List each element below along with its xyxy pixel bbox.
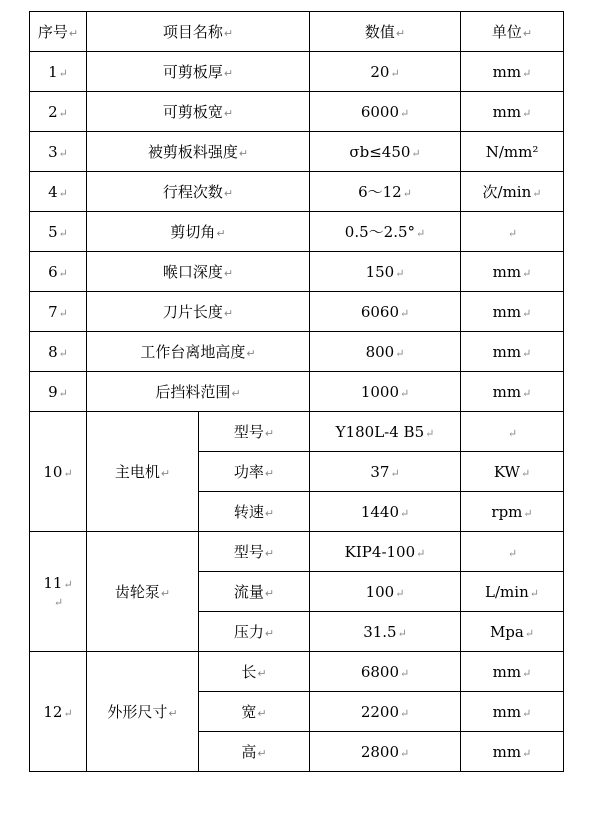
group-index: 12↵ bbox=[30, 652, 87, 772]
row-unit: mm↵ bbox=[461, 52, 564, 92]
group-index: 10↵ bbox=[30, 412, 87, 532]
row-value: 2200↵ bbox=[310, 692, 461, 732]
row-unit: mm↵ bbox=[461, 732, 564, 772]
table-row bbox=[30, 332, 564, 372]
header-name: 项目名称↵ bbox=[87, 12, 310, 52]
sub-item-label: 功率↵ bbox=[199, 452, 310, 492]
row-index: 7↵ bbox=[30, 292, 87, 332]
row-value: 6800↵ bbox=[310, 652, 461, 692]
row-value: 0.5～2.5°↵ bbox=[310, 212, 461, 252]
table-row bbox=[30, 92, 564, 132]
row-name: 工作台离地高度↵ bbox=[87, 332, 310, 372]
sub-item-label: 流量↵ bbox=[199, 572, 310, 612]
row-value: 2800↵ bbox=[310, 732, 461, 772]
table-row bbox=[30, 412, 564, 452]
row-unit: mm↵ bbox=[461, 372, 564, 412]
header-unit: 单位↵ bbox=[461, 12, 564, 52]
table-row bbox=[30, 212, 564, 252]
sub-item-label: 长↵ bbox=[199, 652, 310, 692]
row-unit: Mpa↵ bbox=[461, 612, 564, 652]
table-row bbox=[30, 172, 564, 212]
table-row bbox=[30, 532, 564, 572]
row-value: Y180L-4 B5↵ bbox=[310, 412, 461, 452]
row-value: σb≤450↵ bbox=[310, 132, 461, 172]
row-value: 6060↵ bbox=[310, 292, 461, 332]
row-index: 3↵ bbox=[30, 132, 87, 172]
sub-item-label: 压力↵ bbox=[199, 612, 310, 652]
row-unit: 次/min↵ bbox=[461, 172, 564, 212]
table-row bbox=[30, 252, 564, 292]
row-unit: mm↵ bbox=[461, 692, 564, 732]
row-unit: ↵ bbox=[461, 212, 564, 252]
row-index: 8↵ bbox=[30, 332, 87, 372]
row-index: 6↵ bbox=[30, 252, 87, 292]
row-name: 喉口深度↵ bbox=[87, 252, 310, 292]
row-value: KIP4-100↵ bbox=[310, 532, 461, 572]
table-row bbox=[30, 132, 564, 172]
header-value: 数值↵ bbox=[310, 12, 461, 52]
row-value: 1000↵ bbox=[310, 372, 461, 412]
row-index: 1↵ bbox=[30, 52, 87, 92]
row-unit: L/min↵ bbox=[461, 572, 564, 612]
sub-item-label: 高↵ bbox=[199, 732, 310, 772]
row-unit: mm↵ bbox=[461, 92, 564, 132]
row-value: 6～12↵ bbox=[310, 172, 461, 212]
sub-item-label: 型号↵ bbox=[199, 532, 310, 572]
spec-table bbox=[29, 11, 564, 772]
row-value: 20↵ bbox=[310, 52, 461, 92]
row-unit: mm↵ bbox=[461, 292, 564, 332]
row-unit: mm↵ bbox=[461, 252, 564, 292]
table-row bbox=[30, 292, 564, 332]
row-index: 4↵ bbox=[30, 172, 87, 212]
row-unit: mm↵ bbox=[461, 332, 564, 372]
row-value: 1440↵ bbox=[310, 492, 461, 532]
row-index: 9↵ bbox=[30, 372, 87, 412]
row-value: 31.5↵ bbox=[310, 612, 461, 652]
row-unit: rpm↵ bbox=[461, 492, 564, 532]
group-name: 主电机↵ bbox=[87, 412, 199, 532]
row-index: 5↵ bbox=[30, 212, 87, 252]
table-row bbox=[30, 372, 564, 412]
row-name: 行程次数↵ bbox=[87, 172, 310, 212]
row-value: 800↵ bbox=[310, 332, 461, 372]
row-name: 后挡料范围↵ bbox=[87, 372, 310, 412]
group-name: 齿轮泵↵ bbox=[87, 532, 199, 652]
sub-item-label: 型号↵ bbox=[199, 412, 310, 452]
table-row bbox=[30, 652, 564, 692]
row-name: 被剪板料强度↵ bbox=[87, 132, 310, 172]
header-index: 序号↵ bbox=[30, 12, 87, 52]
row-value: 37↵ bbox=[310, 452, 461, 492]
row-unit: KW↵ bbox=[461, 452, 564, 492]
row-unit: N/mm² bbox=[461, 132, 564, 172]
row-name: 可剪板厚↵ bbox=[87, 52, 310, 92]
row-value: 6000↵ bbox=[310, 92, 461, 132]
row-value: 150↵ bbox=[310, 252, 461, 292]
group-name: 外形尺寸↵ bbox=[87, 652, 199, 772]
row-name: 剪切角↵ bbox=[87, 212, 310, 252]
group-index: 11↵ ↵ bbox=[30, 532, 87, 652]
sub-item-label: 宽↵ bbox=[199, 692, 310, 732]
row-unit: ↵ bbox=[461, 532, 564, 572]
table-row bbox=[30, 52, 564, 92]
row-name: 刀片长度↵ bbox=[87, 292, 310, 332]
sub-item-label: 转速↵ bbox=[199, 492, 310, 532]
row-unit: mm↵ bbox=[461, 652, 564, 692]
row-unit: ↵ bbox=[461, 412, 564, 452]
row-index: 2↵ bbox=[30, 92, 87, 132]
row-name: 可剪板宽↵ bbox=[87, 92, 310, 132]
row-value: 100↵ bbox=[310, 572, 461, 612]
header-row bbox=[30, 12, 564, 52]
